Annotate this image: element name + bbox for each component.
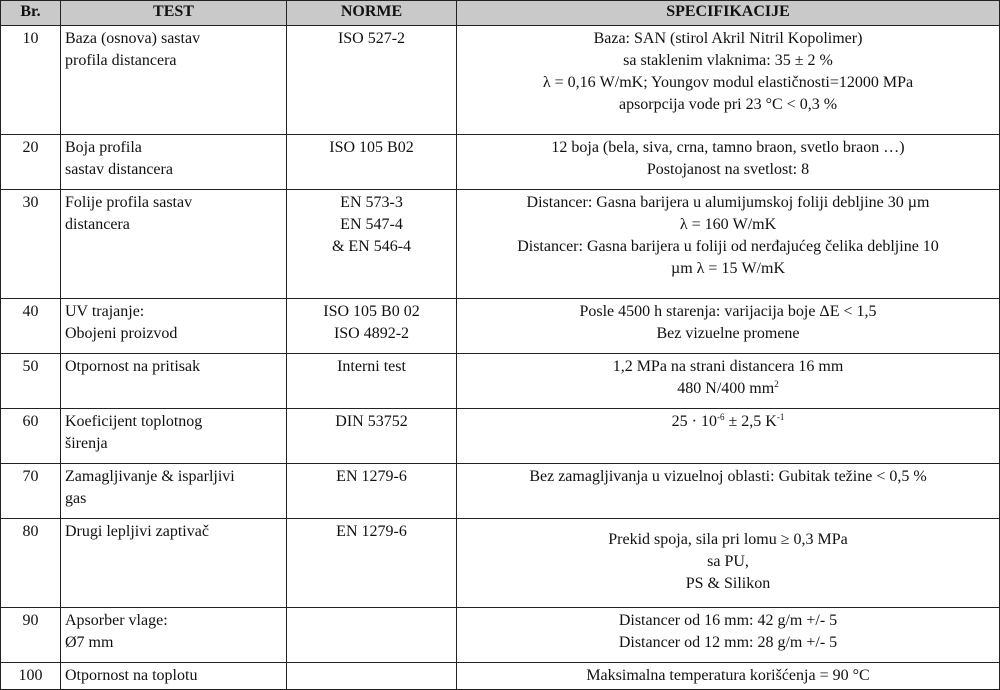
- table-row: [1, 299, 1000, 354]
- test-text: UV trajanje:: [65, 303, 145, 320]
- row-number: 30: [1, 190, 61, 299]
- test-cell: [61, 409, 287, 464]
- table-row: [1, 135, 1000, 190]
- norme-cell: [287, 409, 457, 464]
- row-number: 100: [1, 663, 61, 690]
- spec-cell: [457, 663, 1000, 690]
- spec-cell: [457, 409, 1000, 464]
- spec-text: λ = 0,16 W/mK; Youngov modul elastičnosti=12000 MPa: [542, 74, 914, 91]
- table-row: [1, 354, 1000, 409]
- spec-text: Baza: SAN (stirol Akril Nitril Kopolimer): [593, 30, 863, 47]
- test-text: Zamagljivanje & isparljivi: [65, 468, 235, 485]
- header-specifikacije: SPECIFIKACIJE: [457, 1, 1000, 26]
- formula-part: 25 · 10: [671, 413, 717, 430]
- norme-text: & EN 546-4: [331, 238, 412, 255]
- spec-cell: [457, 135, 1000, 190]
- test-text: gas: [65, 490, 87, 507]
- formula-exponent: -1: [776, 412, 785, 422]
- spec-cell: [457, 519, 1000, 608]
- test-text: Apsorber vlage:: [65, 612, 168, 629]
- test-cell: [61, 519, 287, 608]
- test-text: Drugi lepljivi zaptivač: [65, 523, 209, 540]
- test-text: Otpornost na toplotu: [65, 667, 198, 684]
- test-text: sastav distancera: [65, 161, 173, 178]
- test-text: Folije profila sastav: [65, 194, 193, 211]
- test-cell: [61, 135, 287, 190]
- test-cell: [61, 26, 287, 135]
- norme-text: ISO 4892-2: [333, 325, 410, 342]
- test-cell: [61, 663, 287, 690]
- test-text: profila distancera: [65, 52, 177, 69]
- test-text: Otpornost na pritisak: [65, 358, 201, 375]
- spec-text: Bez zamagljivanja u vizuelnoj oblasti: Gubitak težine < 0,5 %: [529, 468, 927, 485]
- norme-cell: [287, 135, 457, 190]
- table-row: [1, 608, 1000, 663]
- spec-text: Distancer: Gasna barijera u alumijumskoj foliji debljine 30 µm: [526, 194, 930, 211]
- test-text: širenja: [65, 435, 108, 452]
- table-row: [1, 464, 1000, 519]
- header-norme: NORME: [287, 1, 457, 26]
- row-number: 10: [1, 26, 61, 135]
- spec-exponent: 2: [774, 379, 779, 389]
- test-cell: [61, 299, 287, 354]
- spec-cell: [457, 299, 1000, 354]
- norme-text: DIN 53752: [335, 413, 408, 430]
- spec-text: Prekid spoja, sila pri lomu ≥ 0,3 MPa: [608, 531, 848, 548]
- spec-cell: [457, 26, 1000, 135]
- spec-cell: [457, 190, 1000, 299]
- table-row: [1, 519, 1000, 608]
- test-cell: [61, 608, 287, 663]
- table-row: [1, 663, 1000, 690]
- norme-text: EN 547-4: [340, 216, 403, 233]
- row-number: 40: [1, 299, 61, 354]
- spec-text: Maksimalna temperatura korišćenja = 90 °C: [586, 667, 870, 684]
- norme-text: ISO 105 B0 02: [323, 303, 420, 320]
- norme-cell: [287, 464, 457, 519]
- test-cell: [61, 190, 287, 299]
- spec-text: λ = 160 W/mK: [679, 216, 777, 233]
- norme-cell: [287, 608, 457, 663]
- test-text: Ø7 mm: [65, 634, 114, 651]
- norme-text: ISO 527-2: [337, 30, 406, 47]
- row-number: 70: [1, 464, 61, 519]
- formula-part: ± 2,5 K: [724, 413, 777, 430]
- spec-cell: [457, 464, 1000, 519]
- spec-text: 1,2 MPa na strani distancera 16 mm: [612, 358, 844, 375]
- spec-text: Posle 4500 h starenja: varijacija boje ΔE < 1,5: [579, 303, 877, 320]
- test-text: Obojeni proizvod: [65, 325, 178, 342]
- header-test: TEST: [61, 1, 287, 26]
- table-row: [1, 409, 1000, 464]
- norme-text: EN 1279-6: [336, 468, 407, 485]
- spec-text: sa staklenim vlaknima: 35 ± 2 %: [623, 52, 833, 69]
- norme-text: ISO 105 B02: [329, 139, 414, 156]
- spec-cell: [457, 354, 1000, 409]
- table-header-row: [1, 1, 1000, 26]
- test-text: Koeficijent toplotnog: [65, 413, 203, 430]
- spec-text: Distancer od 12 mm: 28 g/m +/- 5: [618, 634, 838, 651]
- norme-cell: [287, 299, 457, 354]
- table-row: [1, 190, 1000, 299]
- spec-text: Postojanost na svetlost: 8: [646, 161, 810, 178]
- test-text: distancera: [65, 216, 130, 233]
- norme-text: EN 1279-6: [336, 523, 407, 540]
- spec-text: Distancer od 16 mm: 42 g/m +/- 5: [618, 612, 838, 629]
- row-number: 20: [1, 135, 61, 190]
- norme-cell: [287, 519, 457, 608]
- norme-text: Interni test: [337, 358, 406, 375]
- table-row: [1, 26, 1000, 135]
- header-br: Br.: [1, 1, 61, 26]
- spec-cell: [457, 608, 1000, 663]
- spec-text: Distancer: Gasna barijera u foliji od nerđajućeg čelika debljine 10: [517, 238, 939, 255]
- test-cell: [61, 354, 287, 409]
- spec-text: Bez vizuelne promene: [656, 325, 800, 342]
- row-number: 60: [1, 409, 61, 464]
- spec-text-superscript: [461, 378, 995, 400]
- norme-cell: [287, 354, 457, 409]
- row-number: 80: [1, 519, 61, 608]
- spec-base: 480 N/400 mm: [677, 380, 775, 397]
- spec-text: apsorpcija vode pri 23 °C < 0,3 %: [618, 96, 838, 113]
- spec-text: PS & Silikon: [685, 575, 771, 592]
- test-cell: [61, 464, 287, 519]
- spec-text: sa PU,: [707, 553, 749, 570]
- spec-text: 12 boja (bela, siva, crna, tamno braon, svetlo braon …): [551, 139, 905, 156]
- row-number: 90: [1, 608, 61, 663]
- norme-text: EN 573-3: [340, 194, 403, 211]
- test-text: Boja profila: [65, 139, 142, 156]
- formula-exponent: -6: [716, 412, 725, 422]
- norme-cell: [287, 663, 457, 690]
- spec-text: µm λ = 15 W/mK: [671, 260, 785, 277]
- norme-cell: [287, 190, 457, 299]
- norme-cell: [287, 26, 457, 135]
- test-text: Baza (osnova) sastav: [65, 30, 201, 47]
- row-number: 50: [1, 354, 61, 409]
- spec-formula: [461, 411, 995, 433]
